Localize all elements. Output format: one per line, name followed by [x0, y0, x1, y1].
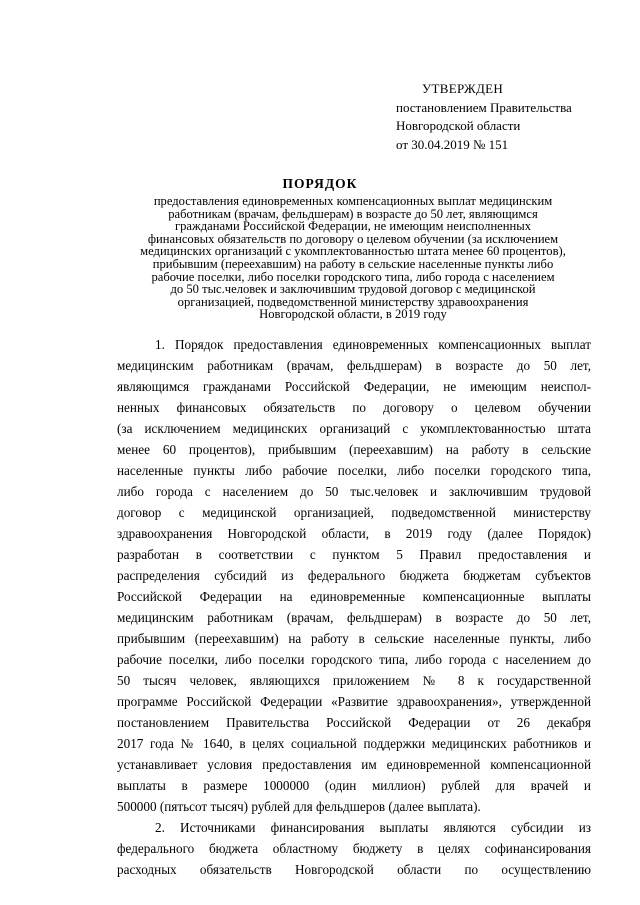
paragraph-1-line: договор с медицинской организацией, подведомственной министерству	[117, 505, 591, 520]
paragraph-1-line: медицинским работникам (врачам, фельдшерам) в возрасте до 50 лет,	[117, 610, 591, 625]
subtitle-line: рабочие поселки, либо поселки городского типа, либо города с населением	[151, 269, 555, 284]
paragraph-1-line: программе Российской Федерации «Развитие здравоохранения», утвержденной	[117, 694, 591, 709]
document-body	[117, 334, 591, 880]
paragraph-1-line: являющимся гражданами Российской Федерации, не имеющим неиспол-	[117, 379, 591, 394]
subtitle-line: медицинских организаций с укомплектованностью штата менее 60 процентов),	[140, 244, 566, 259]
paragraph-1-line: постановлением Правительства Российской Федерации от 26 декабря	[117, 715, 591, 730]
approval-date-number: от 30.04.2019 № 151	[396, 136, 509, 152]
paragraph-1-line: (за исключением медицинских организаций с укомплектованностью штата	[117, 421, 591, 436]
subtitle-line: работникам (врачам, фельдшерам) в возрасте до 50 лет, являющимся	[168, 206, 538, 221]
paragraph-1-line: Российской Федерации на единовременные компенсационные выплаты	[117, 589, 591, 604]
paragraph-1-line: медицинским работникам (врачам, фельдшерам) в возрасте до 50 лет,	[117, 358, 591, 373]
approval-line: постановлением Правительства	[396, 99, 572, 115]
paragraph-1-line: выплаты в размере 1000000 (один миллион) рублей для врачей и	[117, 778, 591, 793]
paragraph-1-line: 2017 года № 1640, в целях социальной поддержки медицинских работников и	[117, 736, 591, 751]
paragraph-1-line: ненных финансовых обязательств по договору о целевом обучении	[117, 400, 591, 415]
subtitle-line: предоставления единовременных компенсационных выплат медицинским	[153, 194, 553, 208]
paragraph-1-line: здравоохранения Новгородской области, в 2019 году (далее Порядок)	[117, 526, 591, 541]
approval-line: Новгородской области	[396, 118, 521, 133]
paragraph-1-line: устанавливает условия предоставления им единовременной компенсационной	[117, 757, 591, 772]
paragraph-1-line: населенные пункты либо рабочие поселки, либо поселки городского типа,	[117, 463, 591, 478]
subtitle-line: прибывшим (переехавшим) на работу в сельские населенные пункты либо	[152, 256, 554, 271]
paragraph-1-line: прибывшим (переехавшим) на работу в сельские населенные пункты, либо	[117, 631, 591, 646]
paragraph-1-line: 1. Порядок предоставления единовременных компенсационных выплат	[155, 337, 591, 352]
paragraph-2-line: расходных обязательств Новгородской области по осуществлению	[117, 862, 591, 877]
paragraph-2-line: 2. Источниками финансирования выплаты являются субсидии из	[155, 820, 591, 835]
subtitle-line: до 50 тыс.человек и заключившим трудовой договор с медицинской	[170, 282, 536, 297]
subtitle-line: организацией, подведомственной министерству здравоохранения	[177, 294, 529, 309]
paragraph-1-line: распределения субсидий из федерального бюджета бюджетам субъектов	[117, 568, 591, 583]
approval-block	[396, 80, 626, 154]
subtitle-line: финансовых обязательств по договору о целевом обучении (за исключением	[147, 231, 559, 246]
subtitle-line: гражданами Российской Федерации, не имеющим неисполненных	[174, 219, 532, 234]
paragraph-1-line: 50 тысяч человек, являющихся приложением № 8 к государственной	[117, 673, 591, 688]
paragraph-1-line: рабочие поселки, либо поселки городского типа, либо города с населением до	[117, 652, 591, 667]
subtitle-line: Новгородской области, в 2019 году	[259, 307, 447, 322]
paragraph-1-line: либо города с населением до 50 тыс.человек и заключившим трудовой	[117, 484, 591, 499]
document-title: ПОРЯДОК	[282, 176, 358, 191]
paragraph-1-line: 500000 (пятьсот тысяч) рублей для фельдшеров (далее выплата).	[117, 799, 481, 814]
document-subtitle	[118, 195, 588, 321]
paragraph-2-line: федерального бюджета областному бюджету в целях софинансирования	[117, 841, 591, 856]
paragraph-1-line: менее 60 процентов), прибывшим (переехавшим) на работу в сельские	[117, 442, 591, 457]
approval-heading: УТВЕРЖДЕН	[422, 81, 504, 96]
paragraph-1-line: разработан в соответствии с пунктом 5 Правил предоставления и	[117, 547, 591, 562]
